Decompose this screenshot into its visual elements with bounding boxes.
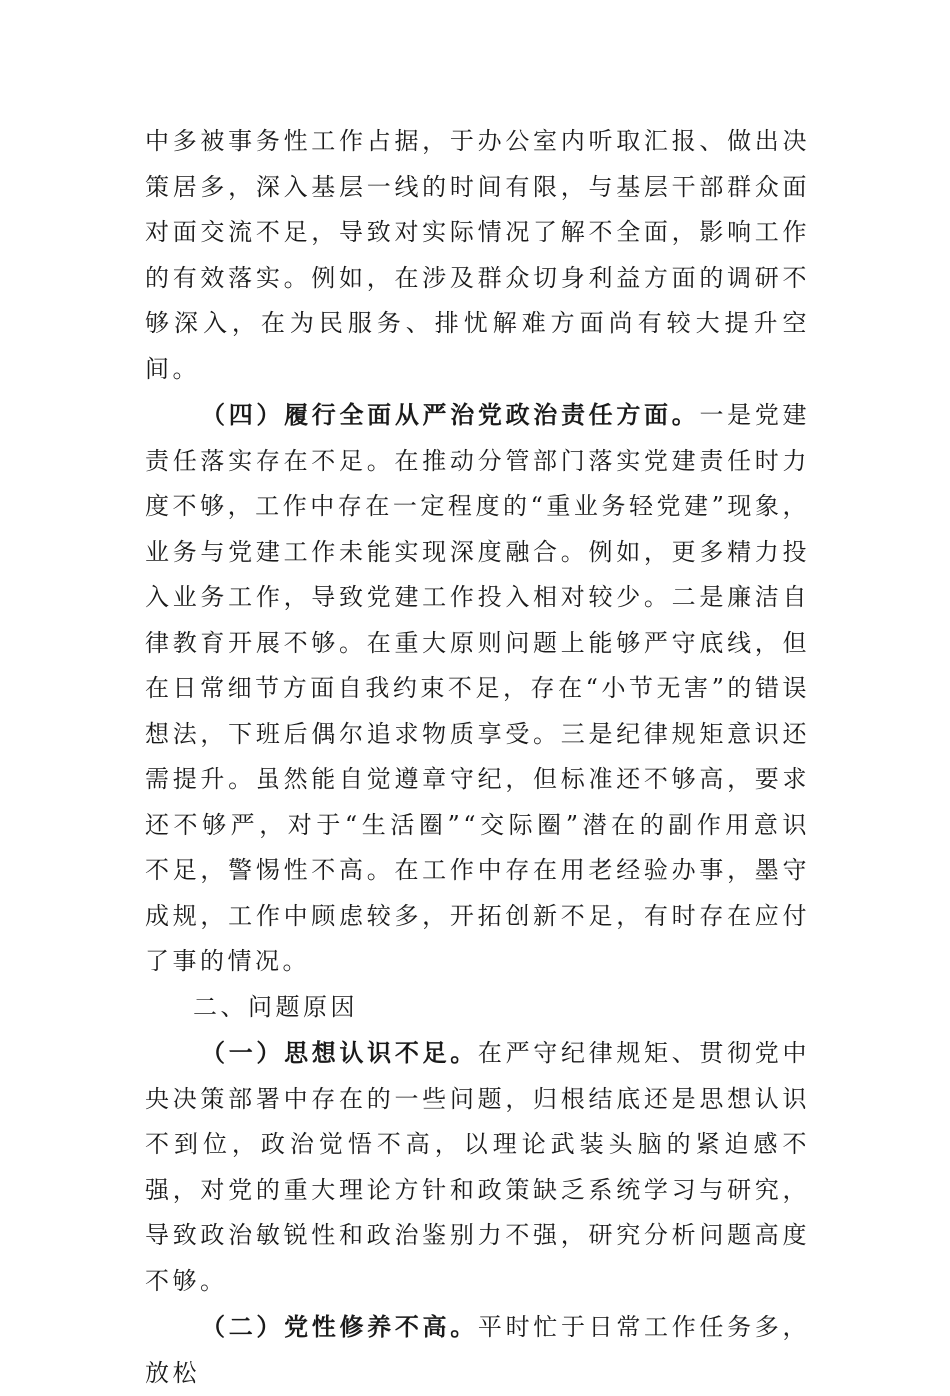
paragraph-lead: （二）党性修养不高。 (201, 1312, 478, 1341)
paragraph-lead: （一）思想认识不足。 (201, 1038, 478, 1067)
paragraph-text: 中多被事务性工作占据，于办公室内听取汇报、做出决策居多，深入基层一线的时间有限，与基层干部群众面对面交流不足，导致对实际情况了解不全面，影响工作的有效落实。例如，在涉及群众切身利益方面的调研不够深入，在为民服务、排忧解难方面尚有较大提升空间。 (145, 127, 810, 383)
paragraph-lead: （四）履行全面从严治党政治责任方面。 (201, 400, 700, 429)
paragraph-cause-two (145, 1304, 810, 1396)
paragraph-text: 平时忙于日常工作任务多，放松 (145, 1313, 811, 1387)
section-heading-causes: 二、问题原因 (193, 992, 358, 1021)
paragraph-cause-one (145, 1030, 810, 1304)
paragraph-continuation (145, 119, 810, 392)
paragraph-section-four (145, 392, 810, 985)
paragraph-text: 一是党建责任落实存在不足。在推动分管部门落实党建责任时力度不够，工作中存在一定程度的“重业务轻党建”现象，业务与党建工作未能实现深度融合。例如，更多精力投入业务工作，导致党建工作投入相对较少。二是廉洁自律教育开展不够。在重大原则问题上能够严守底线，但在日常细节方面自我约束不足，存在“小节无害”的错误想法，下班后偶尔追求物质享受。三是纪律规矩意识还需提升。虽然能自觉遵章守纪，但标准还不够高，要求还不够严，对于“生活圈”“交际圈”潜在的副作用意识不足，警惕性不高。在工作中存在用老经验办事，墨守成规，工作中顾虑较多，开拓创新不足，有时存在应付了事的情况。 (145, 401, 811, 975)
document-body (145, 119, 810, 1396)
paragraph-text: 在严守纪律规矩、贯彻党中央决策部署中存在的一些问题，归根结底还是思想认识不到位，政治觉悟不高，以理论武装头脑的紧迫感不强，对党的重大理论方针和政策缺乏系统学习与研究，导致政治敏锐性和政治鉴别力不强，研究分析问题高度不够。 (145, 1039, 811, 1295)
